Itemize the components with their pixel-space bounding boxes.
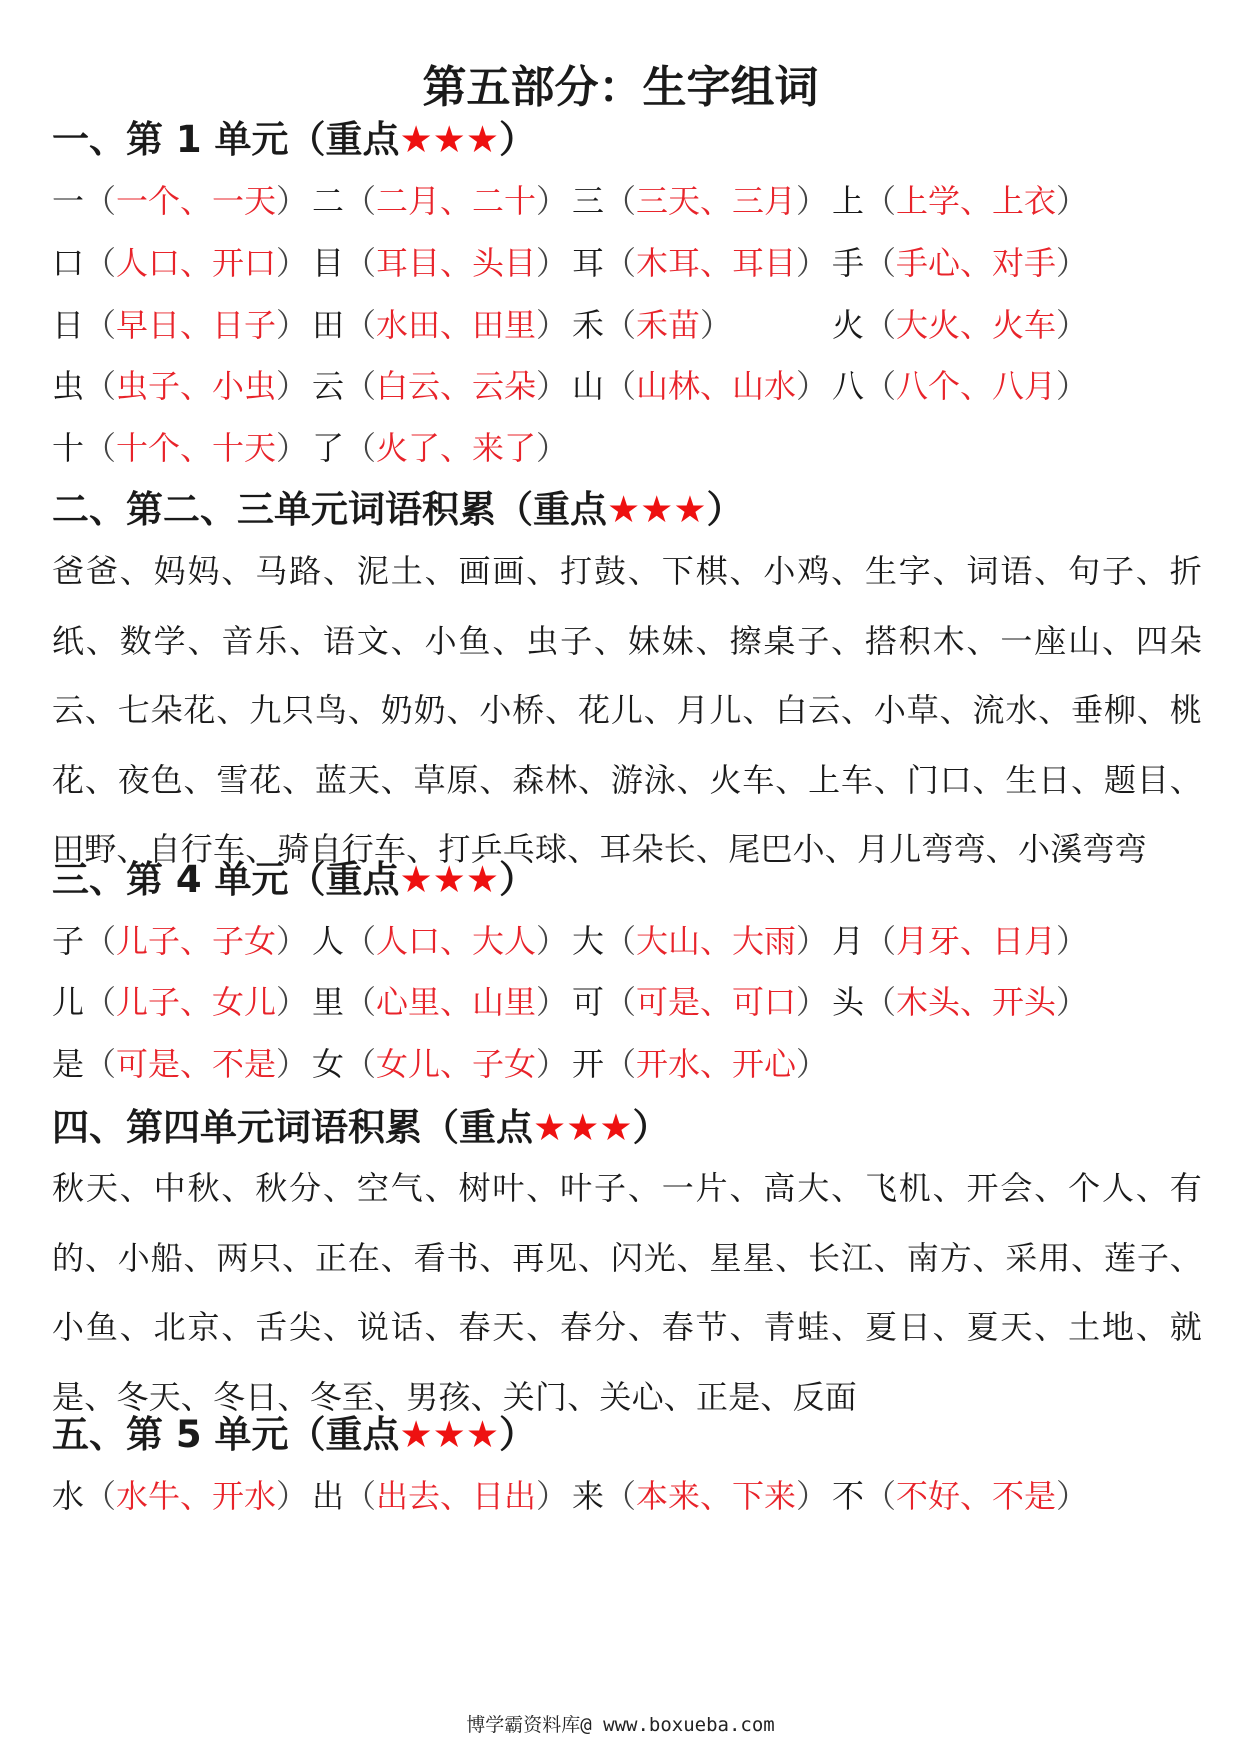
close-paren: ） bbox=[276, 922, 309, 960]
character: 十 bbox=[52, 429, 85, 467]
char-entry bbox=[832, 918, 1088, 964]
char-entry bbox=[312, 1041, 568, 1087]
character: 是 bbox=[52, 1045, 85, 1083]
compound-words: 手心、对手 bbox=[896, 244, 1057, 282]
char-entry bbox=[52, 1473, 308, 1519]
star-rating: ★★★ bbox=[399, 858, 500, 901]
char-entry bbox=[52, 918, 308, 964]
open-paren: （ bbox=[344, 1045, 377, 1083]
compound-words: 大火、火车 bbox=[896, 306, 1057, 344]
char-entry bbox=[572, 178, 828, 224]
char-entry bbox=[832, 363, 1088, 409]
char-entry bbox=[52, 302, 308, 348]
character: 目 bbox=[312, 244, 345, 282]
close-paren: ） bbox=[536, 182, 569, 220]
character: 耳 bbox=[572, 244, 605, 282]
character: 里 bbox=[312, 983, 345, 1021]
compound-words: 人口、开口 bbox=[116, 244, 277, 282]
section-heading-text: 五、第 5 单元（重点 bbox=[52, 1413, 400, 1456]
open-paren: （ bbox=[84, 429, 117, 467]
open-paren: （ bbox=[344, 182, 377, 220]
open-paren: （ bbox=[344, 983, 377, 1021]
close-paren: ） bbox=[796, 182, 829, 220]
character: 出 bbox=[312, 1477, 345, 1515]
close-paren: ） bbox=[1056, 244, 1089, 282]
open-paren: （ bbox=[84, 244, 117, 282]
close-paren: ） bbox=[536, 922, 569, 960]
open-paren: （ bbox=[344, 429, 377, 467]
close-paren: ） bbox=[276, 182, 309, 220]
compound-words: 可是、可口 bbox=[636, 983, 797, 1021]
char-entry bbox=[312, 302, 568, 348]
compound-words: 火了、来了 bbox=[376, 429, 537, 467]
character: 上 bbox=[832, 182, 865, 220]
character: 山 bbox=[572, 367, 605, 405]
section-heading-text: 二、第二、三单元词语积累（重点 bbox=[52, 488, 607, 531]
character: 子 bbox=[52, 922, 85, 960]
char-entry bbox=[312, 178, 568, 224]
page-title: 第五部分：生字组词 bbox=[422, 62, 819, 113]
open-paren: （ bbox=[604, 1045, 637, 1083]
close-paren: ） bbox=[1056, 367, 1089, 405]
compound-words: 开水、开心 bbox=[636, 1045, 797, 1083]
character: 田 bbox=[312, 306, 345, 344]
char-entry bbox=[312, 918, 568, 964]
char-entry bbox=[312, 425, 568, 471]
open-paren: （ bbox=[864, 922, 897, 960]
char-row bbox=[52, 302, 1202, 348]
character: 手 bbox=[832, 244, 865, 282]
compound-words: 山林、山水 bbox=[636, 367, 797, 405]
compound-words: 一个、一天 bbox=[116, 182, 277, 220]
character: 不 bbox=[832, 1477, 865, 1515]
open-paren: （ bbox=[84, 306, 117, 344]
close-paren: ） bbox=[276, 1477, 309, 1515]
open-paren: （ bbox=[344, 922, 377, 960]
section-heading bbox=[52, 485, 744, 535]
close-paren: ） bbox=[276, 429, 309, 467]
char-entry bbox=[52, 425, 308, 471]
char-row bbox=[52, 918, 1202, 964]
character: 来 bbox=[572, 1477, 605, 1515]
compound-words: 木头、开头 bbox=[896, 983, 1057, 1021]
open-paren: （ bbox=[864, 367, 897, 405]
character: 头 bbox=[832, 983, 865, 1021]
open-paren: （ bbox=[864, 1477, 897, 1515]
char-entry bbox=[572, 302, 732, 348]
open-paren: （ bbox=[864, 306, 897, 344]
compound-words: 虫子、小虫 bbox=[116, 367, 277, 405]
open-paren: （ bbox=[604, 1477, 637, 1515]
close-paren: ） bbox=[796, 1045, 829, 1083]
open-paren: （ bbox=[84, 182, 117, 220]
open-paren: （ bbox=[84, 1045, 117, 1083]
close-paren: ） bbox=[536, 429, 569, 467]
char-row bbox=[52, 979, 1202, 1025]
compound-words: 木耳、耳目 bbox=[636, 244, 797, 282]
character: 口 bbox=[52, 244, 85, 282]
char-entry bbox=[832, 1473, 1088, 1519]
char-row bbox=[52, 363, 1202, 409]
compound-words: 大山、大雨 bbox=[636, 922, 797, 960]
char-entry bbox=[832, 302, 1088, 348]
char-entry bbox=[52, 240, 308, 286]
close-paren: ） bbox=[796, 922, 829, 960]
character: 开 bbox=[572, 1045, 605, 1083]
compound-words: 月牙、日月 bbox=[896, 922, 1057, 960]
star-rating: ★★★ bbox=[399, 118, 500, 161]
close-paren: ） bbox=[1056, 1477, 1089, 1515]
compound-words: 女儿、子女 bbox=[376, 1045, 537, 1083]
compound-words: 出去、日出 bbox=[376, 1477, 537, 1515]
compound-words: 本来、下来 bbox=[636, 1477, 797, 1515]
char-entry bbox=[52, 178, 308, 224]
section-heading-close: ） bbox=[499, 118, 537, 161]
char-entry bbox=[52, 979, 308, 1025]
close-paren: ） bbox=[276, 1045, 309, 1083]
open-paren: （ bbox=[344, 1477, 377, 1515]
compound-words: 十个、十天 bbox=[116, 429, 277, 467]
open-paren: （ bbox=[84, 1477, 117, 1515]
close-paren: ） bbox=[1056, 306, 1089, 344]
close-paren: ） bbox=[796, 244, 829, 282]
star-rating: ★★★ bbox=[533, 1106, 633, 1149]
section-heading bbox=[52, 1410, 536, 1460]
close-paren: ） bbox=[796, 983, 829, 1021]
open-paren: （ bbox=[344, 244, 377, 282]
open-paren: （ bbox=[84, 922, 117, 960]
compound-words: 儿子、女儿 bbox=[116, 983, 277, 1021]
open-paren: （ bbox=[864, 182, 897, 220]
compound-words: 三天、三月 bbox=[636, 182, 797, 220]
char-row bbox=[52, 240, 1202, 286]
compound-words: 水田、田里 bbox=[376, 306, 537, 344]
char-entry bbox=[572, 240, 828, 286]
compound-words: 白云、云朵 bbox=[376, 367, 537, 405]
close-paren: ） bbox=[796, 367, 829, 405]
char-row bbox=[52, 425, 1202, 471]
section-heading-text: 四、第四单元词语积累（重点 bbox=[52, 1106, 533, 1149]
star-rating: ★★★ bbox=[607, 488, 707, 531]
section-heading-text: 一、第 1 单元（重点 bbox=[52, 118, 400, 161]
section-heading-text: 三、第 4 单元（重点 bbox=[52, 858, 400, 901]
open-paren: （ bbox=[604, 182, 637, 220]
char-entry bbox=[52, 363, 308, 409]
close-paren: ） bbox=[1056, 922, 1089, 960]
compound-words: 不好、不是 bbox=[896, 1477, 1057, 1515]
close-paren: ） bbox=[796, 1477, 829, 1515]
char-entry bbox=[572, 918, 828, 964]
character: 大 bbox=[572, 922, 605, 960]
open-paren: （ bbox=[604, 244, 637, 282]
char-row bbox=[52, 1041, 1202, 1087]
char-row bbox=[52, 178, 1202, 224]
character: 水 bbox=[52, 1477, 85, 1515]
section-heading bbox=[52, 115, 536, 165]
character: 禾 bbox=[572, 306, 605, 344]
close-paren: ） bbox=[276, 244, 309, 282]
section-heading-close: ） bbox=[706, 488, 744, 531]
character: 八 bbox=[832, 367, 865, 405]
word-list: 秋天、中秋、秋分、空气、树叶、叶子、一片、高大、飞机、开会、个人、有的、小船、两只、正在、看书、再见、闪光、星星、长江、南方、采用、莲子、小鱼、北京、舌尖、说话、春天、春分、春节、青蛙、夏日、夏天、土地、就是、冬天、冬日、冬至、男孩、关门、关心、正是、反面 bbox=[52, 1169, 1202, 1416]
close-paren: ） bbox=[536, 367, 569, 405]
char-entry bbox=[832, 240, 1088, 286]
compound-words: 儿子、子女 bbox=[116, 922, 277, 960]
char-entry bbox=[572, 1041, 828, 1087]
compound-words: 早日、日子 bbox=[116, 306, 277, 344]
open-paren: （ bbox=[864, 983, 897, 1021]
open-paren: （ bbox=[344, 306, 377, 344]
close-paren: ） bbox=[536, 306, 569, 344]
open-paren: （ bbox=[604, 306, 637, 344]
character: 可 bbox=[572, 983, 605, 1021]
char-entry bbox=[572, 363, 828, 409]
character: 虫 bbox=[52, 367, 85, 405]
section-heading-close: ） bbox=[499, 858, 537, 901]
close-paren: ） bbox=[536, 983, 569, 1021]
character: 月 bbox=[832, 922, 865, 960]
compound-words: 耳目、头目 bbox=[376, 244, 537, 282]
character: 一 bbox=[52, 182, 85, 220]
open-paren: （ bbox=[344, 367, 377, 405]
compound-words: 八个、八月 bbox=[896, 367, 1057, 405]
open-paren: （ bbox=[84, 367, 117, 405]
char-entry bbox=[832, 178, 1088, 224]
close-paren: ） bbox=[536, 244, 569, 282]
section-heading-close: ） bbox=[632, 1106, 670, 1149]
character: 云 bbox=[312, 367, 345, 405]
open-paren: （ bbox=[604, 922, 637, 960]
character: 儿 bbox=[52, 983, 85, 1021]
section-heading bbox=[52, 1103, 670, 1153]
close-paren: ） bbox=[276, 367, 309, 405]
open-paren: （ bbox=[864, 244, 897, 282]
close-paren: ） bbox=[536, 1045, 569, 1083]
star-rating: ★★★ bbox=[399, 1413, 500, 1456]
character: 二 bbox=[312, 182, 345, 220]
character: 日 bbox=[52, 306, 85, 344]
section-heading-close: ） bbox=[499, 1413, 537, 1456]
character: 了 bbox=[312, 429, 345, 467]
close-paren: ） bbox=[536, 1477, 569, 1515]
char-entry bbox=[832, 979, 1088, 1025]
compound-words: 人口、大人 bbox=[376, 922, 537, 960]
open-paren: （ bbox=[604, 367, 637, 405]
open-paren: （ bbox=[84, 983, 117, 1021]
char-entry bbox=[572, 1473, 828, 1519]
compound-words: 水牛、开水 bbox=[116, 1477, 277, 1515]
char-row bbox=[52, 1473, 1202, 1519]
close-paren: ） bbox=[1056, 182, 1089, 220]
char-entry bbox=[52, 1041, 308, 1087]
close-paren: ） bbox=[1056, 983, 1089, 1021]
char-entry bbox=[312, 240, 568, 286]
section-heading bbox=[52, 855, 536, 905]
close-paren: ） bbox=[276, 983, 309, 1021]
footer-watermark: 博学霸资料库@ www.boxueba.com bbox=[466, 1714, 775, 1736]
char-entry bbox=[312, 979, 568, 1025]
character: 火 bbox=[832, 306, 865, 344]
character: 女 bbox=[312, 1045, 345, 1083]
close-paren: ） bbox=[700, 306, 733, 344]
word-list: 爸爸、妈妈、马路、泥土、画画、打鼓、下棋、小鸡、生字、词语、句子、折纸、数学、音乐、语文、小鱼、虫子、妹妹、擦桌子、搭积木、一座山、四朵云、七朵花、九只鸟、奶奶、小桥、花儿、月儿、白云、小草、流水、垂柳、桃花、夜色、雪花、蓝天、草原、森林、游泳、火车、上车、门口、生日、题目、田野、自行车、骑自行车、打乒乓球、耳朵长、尾巴小、月儿弯弯、小溪弯弯 bbox=[52, 552, 1202, 868]
close-paren: ） bbox=[276, 306, 309, 344]
compound-words: 心里、山里 bbox=[376, 983, 537, 1021]
character: 人 bbox=[312, 922, 345, 960]
char-entry bbox=[572, 979, 828, 1025]
compound-words: 可是、不是 bbox=[116, 1045, 277, 1083]
char-entry bbox=[312, 363, 568, 409]
char-entry bbox=[312, 1473, 568, 1519]
compound-words: 二月、二十 bbox=[376, 182, 537, 220]
compound-words: 禾苗 bbox=[636, 306, 701, 344]
open-paren: （ bbox=[604, 983, 637, 1021]
character: 三 bbox=[572, 182, 605, 220]
compound-words: 上学、上衣 bbox=[896, 182, 1057, 220]
